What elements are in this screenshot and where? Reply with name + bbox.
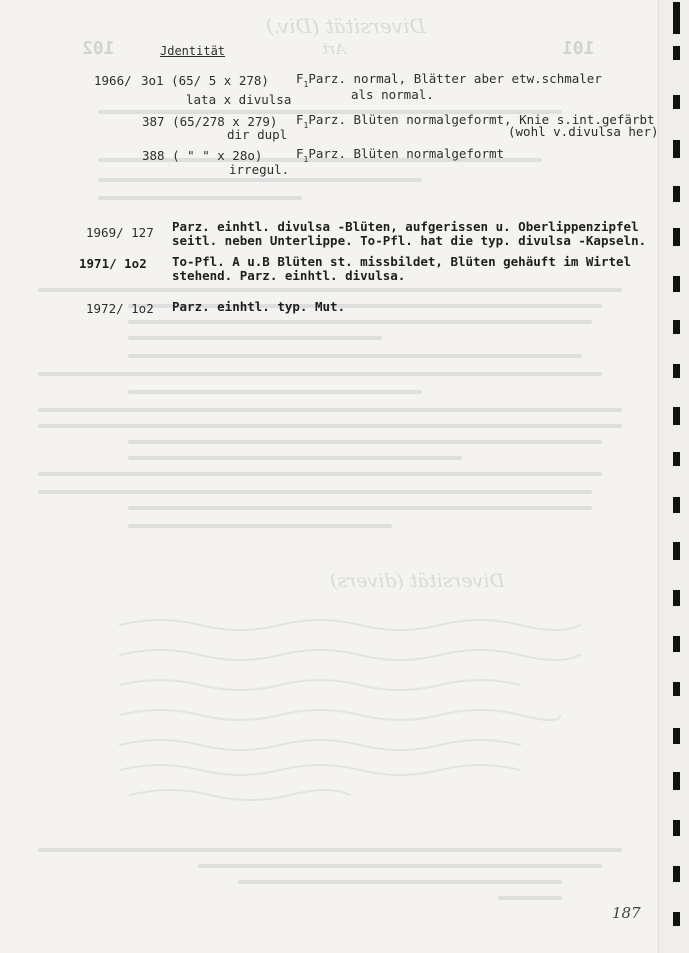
ghost-number-left: 102 xyxy=(82,38,115,59)
entry-year: 1971/ 1o2 xyxy=(79,256,147,271)
ghost-number-right: 101 xyxy=(562,38,595,59)
entry-description-cont: als normal. xyxy=(351,87,434,102)
entry-number: 3o1 (65/ 5 x 278) xyxy=(141,73,269,88)
entry-text: Parz. einhtl. divulsa -Blüten, aufgerissen u. Oberlippenzipfel xyxy=(172,219,639,234)
ghost-hand-title: Diversität (divers) xyxy=(330,570,505,592)
entry-text-cont: seitl. neben Unterlippe. To-Pfl. hat die typ. divulsa -Kapseln. xyxy=(172,233,647,248)
entry-text: To-Pfl. A u.B Blüten st. missbildet, Blüten gehäuft im Wirtel xyxy=(172,254,632,269)
entry-description: $F_1Parz$. normal, Blätter aber etw.schmaler xyxy=(296,71,602,89)
entry-year: 1966/ xyxy=(94,73,132,88)
entry-note: lata x divulsa xyxy=(186,92,292,107)
entry-note: dir dupl xyxy=(227,127,288,142)
entry-description: $F_1Parz$. Blüten normalgeformt, Knie s.int.gefärbt xyxy=(296,112,655,130)
entry-note: irregul. xyxy=(229,162,290,177)
ghost-heading: Diversität (Div.) xyxy=(266,14,426,38)
entry-number: 387 (65/278 x 279) xyxy=(142,114,278,129)
page-number: 187 xyxy=(612,904,641,922)
page-edge xyxy=(658,0,689,953)
entry-number: 388 ( " " x 28o) xyxy=(142,148,263,163)
entry-year: 1972/ 1o2 xyxy=(86,301,154,316)
page-heading: Jdentität xyxy=(160,44,226,58)
entry-year: 1969/ 127 xyxy=(86,225,154,240)
entry-text: Parz. einhtl. typ. Mut. xyxy=(172,299,346,314)
entry-description: $F_1Parz$. Blüten normalgeformt xyxy=(296,146,505,164)
entry-description-cont: (wohl v.divulsa her) xyxy=(508,124,659,139)
ghost-subheading: Art xyxy=(322,40,347,58)
entry-text-cont: stehend. Parz. einhtl. divulsa. xyxy=(172,268,406,283)
